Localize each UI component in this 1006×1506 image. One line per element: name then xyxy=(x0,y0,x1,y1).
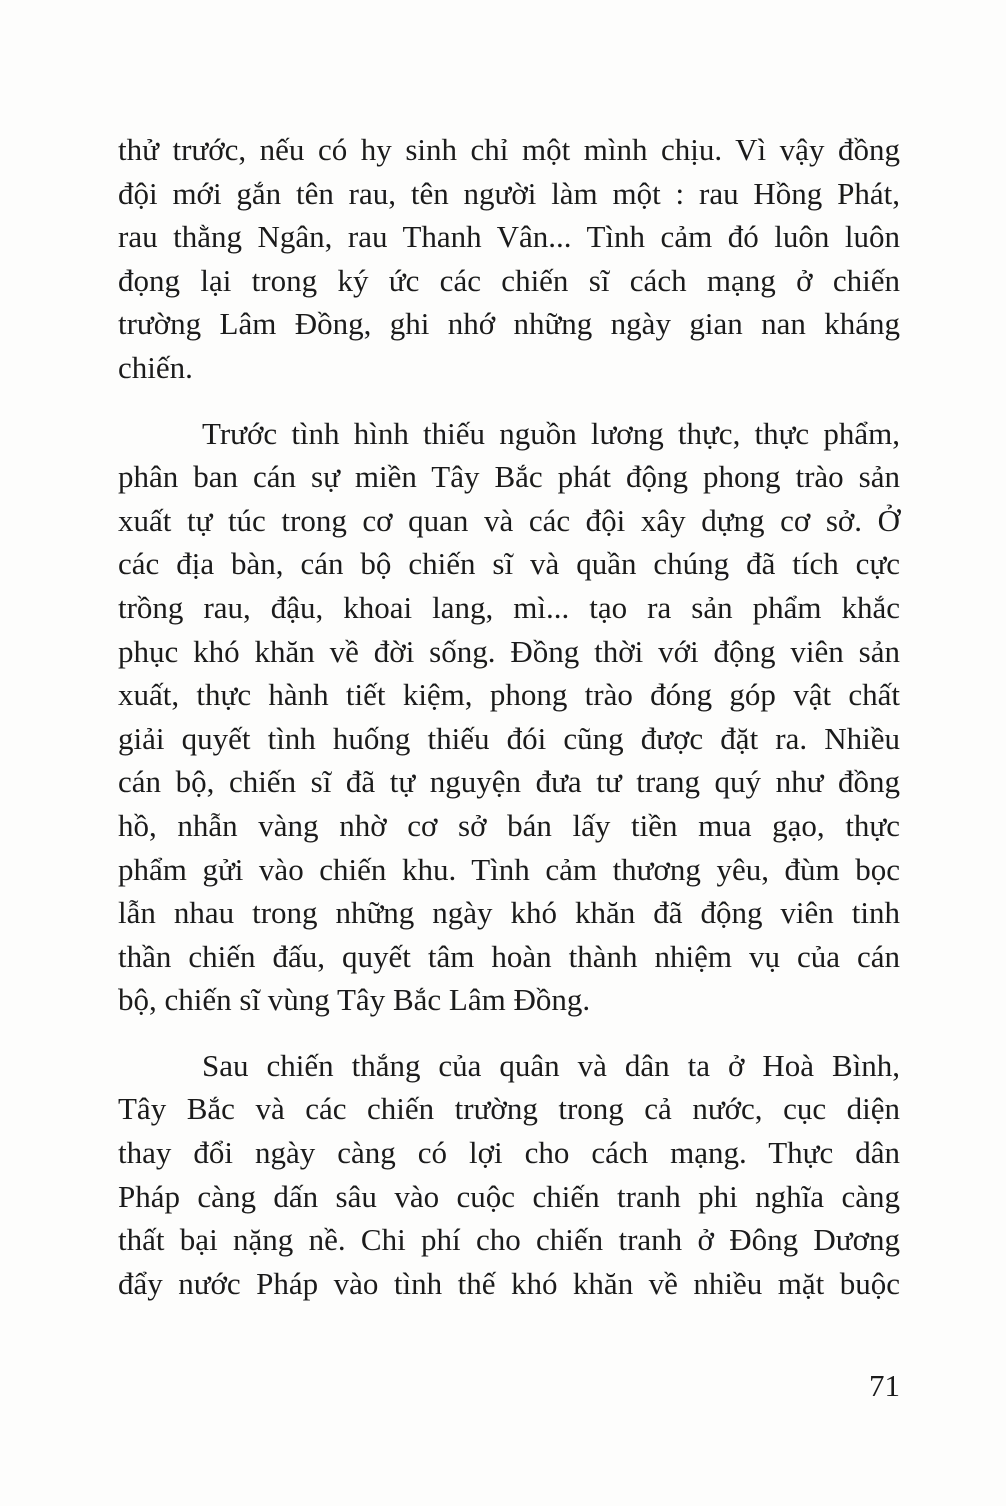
text-line: phân ban cán sự miền Tây Bắc phát động phong trào sản xyxy=(118,459,900,495)
text-line: rau thằng Ngân, rau Thanh Vân... Tình cảm đó luôn luôn xyxy=(118,219,900,255)
text-line: đẩy nước Pháp vào tình thế khó khăn về nhiều mặt buộc xyxy=(118,1265,900,1301)
text-line: xuất tự túc trong cơ quan và các đội xây dựng cơ sở. Ở xyxy=(118,502,900,538)
text-line: chiến. xyxy=(118,349,193,385)
text-line: đội mới gắn tên rau, tên người làm một : rau Hồng Phát, xyxy=(118,175,900,211)
text-line: trồng rau, đậu, khoai lang, mì... tạo ra sản phẩm khắc xyxy=(118,589,900,625)
text-line: Pháp càng dấn sâu vào cuộc chiến tranh phi nghĩa càng xyxy=(118,1178,900,1214)
text-line: thất bại nặng nề. Chi phí cho chiến tranh ở Đông Dương xyxy=(118,1222,900,1258)
paragraph-gap xyxy=(118,1022,900,1044)
text-line: phục khó khăn về đời sống. Đồng thời với động viên sản xyxy=(118,633,900,669)
paragraph-gap xyxy=(118,390,900,412)
body-text xyxy=(118,128,900,1305)
text-line: các địa bàn, cán bộ chiến sĩ và quần chúng đã tích cực xyxy=(118,546,900,582)
text-line: thay đổi ngày càng có lợi cho cách mạng. Thực dân xyxy=(118,1135,900,1171)
page-number: 71 xyxy=(869,1368,900,1403)
text-line: Tây Bắc và các chiến trường trong cả nước, cục diện xyxy=(118,1091,900,1127)
text-line: hồ, nhẫn vàng nhờ cơ sở bán lấy tiền mua gạo, thực xyxy=(118,807,900,843)
text-line: Trước tình hình thiếu nguồn lương thực, thực phẩm, xyxy=(202,415,900,451)
text-line: thử trước, nếu có hy sinh chỉ một mình chịu. Vì vậy đồng xyxy=(118,132,900,167)
text-line: thần chiến đấu, quyết tâm hoàn thành nhiệm vụ của cán xyxy=(118,938,900,974)
text-line: lẫn nhau trong những ngày khó khăn đã động viên tinh xyxy=(118,895,900,931)
text-line: giải quyết tình huống thiếu đói cũng được đặt ra. Nhiều xyxy=(118,720,900,756)
text-line: cán bộ, chiến sĩ đã tự nguyện đưa tư trang quý như đồng xyxy=(118,764,900,800)
text-line: trường Lâm Đồng, ghi nhớ những ngày gian nan kháng xyxy=(118,306,900,342)
text-line: xuất, thực hành tiết kiệm, phong trào đóng góp vật chất xyxy=(118,677,900,713)
text-line: phẩm gửi vào chiến khu. Tình cảm thương yêu, đùm bọc xyxy=(118,851,900,887)
text-line: đọng lại trong ký ức các chiến sĩ cách mạng ở chiến xyxy=(118,262,900,298)
text-line: Sau chiến thắng của quân và dân ta ở Hoà Bình, xyxy=(202,1047,900,1083)
text-line: bộ, chiến sĩ vùng Tây Bắc Lâm Đồng. xyxy=(118,982,591,1018)
